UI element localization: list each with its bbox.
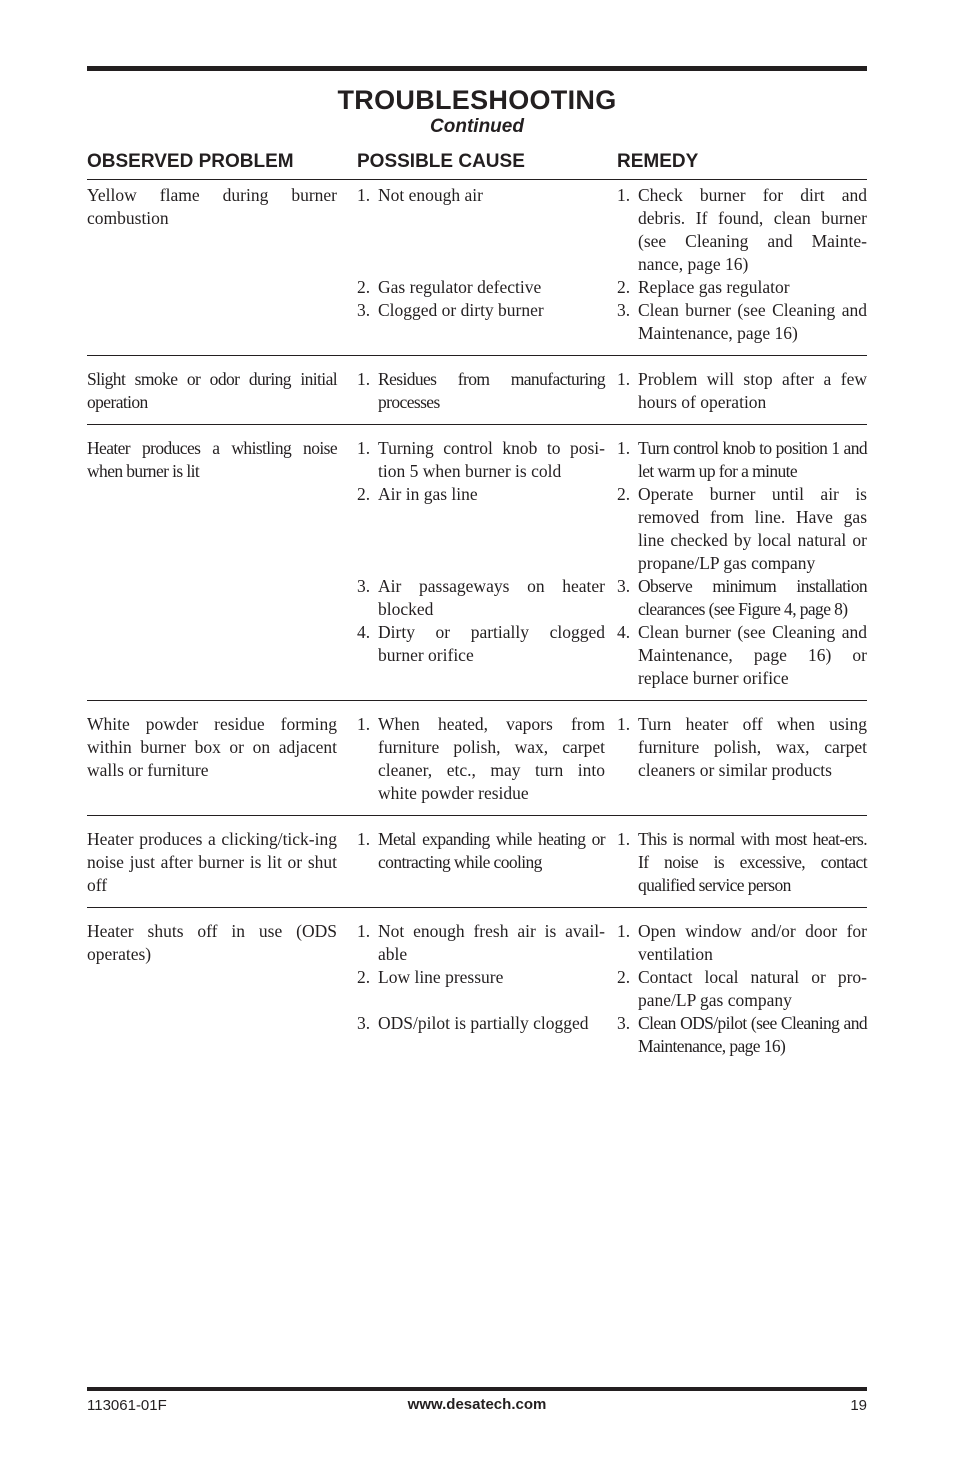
remedy-item: 2. Replace gas regulator [617,277,790,297]
problem-cell: Heater shuts off in use (ODS operates) [87,921,337,964]
column-header-problem: OBSERVED PROBLEM [87,151,294,172]
page [87,66,867,1068]
remedy-item: 3. Clean burner (see Cleaning and Maintenance, page 16) [617,300,867,343]
remedy-item: 2. Contact local natural or pro-pane/LP gas company [617,967,867,1010]
table-header [87,150,867,180]
troubleshooting-table [87,180,867,1068]
remedy-item: 4. Clean burner (see Cleaning and Maintenance, page 16) or replace burner orifice [617,622,867,688]
column-header-remedy: REMEDY [617,151,699,172]
cause-cell [357,713,617,805]
page-title: TROUBLESHOOTING [337,85,617,115]
table-row [87,425,867,701]
cause-item: 1. Metal expanding while heating or contracting while cooling [357,829,605,872]
cause-item: 2. Air in gas line [357,484,478,504]
cause-item: 1. Residues from manufacturing processes [357,369,605,412]
remedy-item: 1. Turn heater off when using furniture polish, wax, carpet cleaners or similar products [617,714,867,780]
problem-cell: Slight smoke or odor during initial operation [87,369,337,412]
problem-cell: White powder residue forming within burner box or on adjacent walls or furniture [87,714,337,780]
problem-cell: Heater produces a whistling noise when burner is lit [87,438,337,481]
remedy-item: 1. This is normal with most heat-ers. If noise is excessive, contact qualified service person [617,829,867,895]
table-row [87,701,867,816]
remedy-item: 1. Turn control knob to position 1 and let warm up for a minute [617,438,867,481]
cause-item: 1. Not enough fresh air is avail-able [357,921,605,964]
cause-item: 2. Low line pressure [357,967,504,987]
cause-item: 1. When heated, vapors from furniture polish, wax, carpet cleaner, etc., may turn into white powder residue [357,714,605,803]
cause-item: 2. Gas regulator defective [357,277,542,297]
website-link[interactable]: www.desatech.com [407,1396,547,1413]
cause-item: 1. Not enough air [357,185,483,205]
remedy-item: 1. Check burner for dirt and debris. If found, clean burner (see Cleaning and Mainte-nance, page 16) [617,185,867,274]
remedy-item: 1. Open window and/or door for ventilation [617,921,867,964]
page-subtitle: Continued [430,116,524,137]
cause-cell [357,828,617,897]
remedy-item: 2. Operate burner until air is removed from line. Have gas line checked by local natural or propane/LP gas company [617,484,867,573]
remedy-cell [617,368,867,414]
remedy-item: 1. Problem will stop after a few hours of operation [617,369,867,412]
remedy-cell [617,184,867,345]
cause-item: 3. Air passageways on heater blocked [357,576,605,619]
document-number: 113061-01F [87,1397,167,1414]
page-number: 19 [850,1397,867,1414]
cause-item: 3. Clogged or dirty burner [357,300,544,320]
cause-cell [357,437,617,690]
remedy-cell [617,437,867,690]
table-row [87,356,867,425]
cause-cell [357,184,617,345]
remedy-cell [617,920,867,1058]
table-row [87,908,867,1068]
remedy-cell [617,713,867,805]
cause-cell [357,920,617,1058]
table-row [87,816,867,908]
remedy-item: 3. Observe minimum installation clearances (see Figure 4, page 8) [617,576,867,619]
cause-item: 1. Turning control knob to posi-tion 5 when burner is cold [357,438,605,481]
problem-cell: Yellow flame during burner combustion [87,185,337,228]
cause-item: 4. Dirty or partially clogged burner orifice [357,622,605,665]
cause-item: 3. ODS/pilot is partially clogged [357,1013,589,1033]
remedy-cell [617,828,867,897]
cause-cell [357,368,617,414]
table-row [87,180,867,356]
problem-cell: Heater produces a clicking/tick-ing noise just after burner is lit or shut off [87,829,337,895]
bottom-rule [87,1387,867,1391]
top-rule [87,66,867,71]
column-header-cause: POSSIBLE CAUSE [357,151,525,172]
remedy-item: 3. Clean ODS/pilot (see Cleaning and Maintenance, page 16) [617,1013,867,1056]
